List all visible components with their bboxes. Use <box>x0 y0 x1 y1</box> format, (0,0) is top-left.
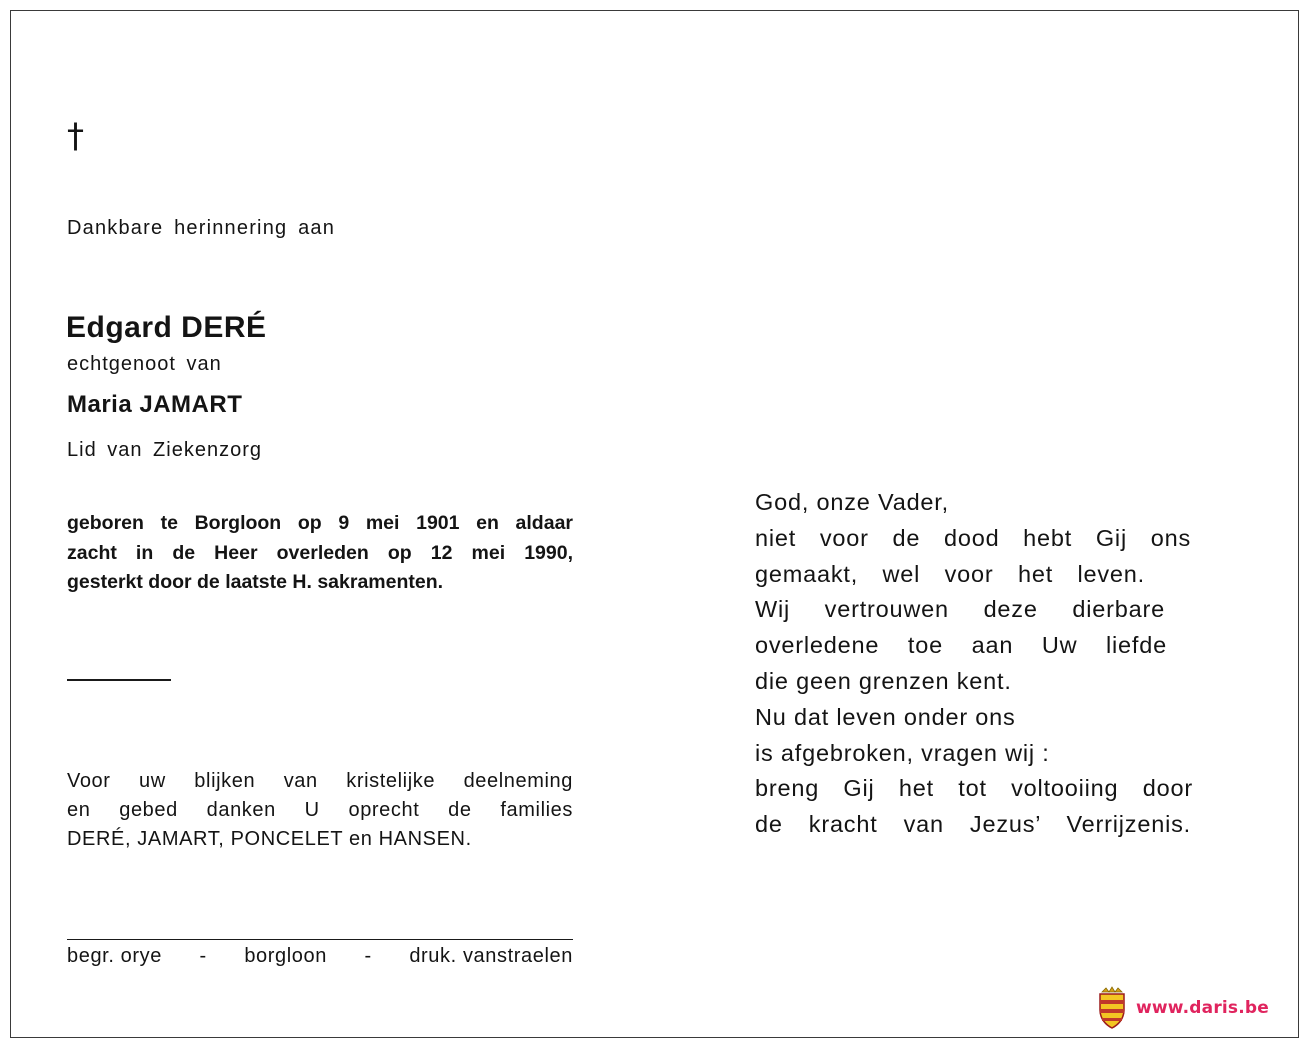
biography-line: gesterkt door de laatste H. sakramenten. <box>67 571 444 593</box>
biography-line: geboren te Borgloon op 9 mei 1901 en aldaar <box>67 512 573 534</box>
prayer-line: overledene toe aan Uw liefde <box>755 632 1167 659</box>
prayer-line: breng Gij het tot voltooiing door <box>755 775 1193 802</box>
credit-separator: - <box>199 945 207 967</box>
biography-line: zacht in de Heer overleden op 12 mei 1990, <box>67 541 573 564</box>
thanks-block <box>67 767 573 854</box>
cross-icon: † <box>67 116 84 156</box>
credit-separator: - <box>364 945 372 967</box>
prayer-line: Nu dat leven onder ons <box>755 703 1016 730</box>
thanks-line: en gebed danken U oprecht de families <box>67 799 573 821</box>
prayer-line: is afgebroken, vragen wij : <box>755 739 1050 766</box>
undertaker-credit: begr. orye <box>67 945 162 967</box>
prayer-line: de kracht van Jezus’ Verrijzenis. <box>755 811 1191 838</box>
place-credit: borgloon <box>244 945 327 967</box>
crest-icon <box>1096 986 1128 1030</box>
deceased-name: Edgard DERÉ <box>66 311 267 344</box>
intro-text: Dankbare herinnering aan <box>67 217 336 239</box>
prayer-block <box>755 485 1191 843</box>
prayer-line: die geen grenzen kent. <box>755 667 1012 694</box>
printer-credit: druk. vanstraelen <box>409 945 573 967</box>
long-divider <box>67 939 573 940</box>
memorial-card <box>10 10 1299 1038</box>
site-link[interactable]: www.daris.be <box>1136 998 1270 1018</box>
site-watermark[interactable] <box>1096 986 1269 1030</box>
spouse-name: Maria JAMART <box>67 391 243 418</box>
prayer-line: gemaakt, wel voor het leven. <box>755 560 1145 587</box>
thanks-line: DERÉ, JAMART, PONCELET en HANSEN. <box>67 828 472 850</box>
short-divider <box>67 679 171 681</box>
thanks-line: Voor uw blijken van kristelijke deelneming <box>67 770 573 792</box>
relation-text: echtgenoot van <box>67 353 222 375</box>
membership-text: Lid van Ziekenzorg <box>67 439 262 461</box>
prayer-line: Wij vertrouwen deze dierbare <box>755 596 1165 623</box>
biography-block <box>67 509 573 598</box>
printer-credits <box>67 945 573 968</box>
prayer-line: God, onze Vader, <box>755 489 949 515</box>
prayer-line: niet voor de dood hebt Gij ons <box>755 524 1191 551</box>
